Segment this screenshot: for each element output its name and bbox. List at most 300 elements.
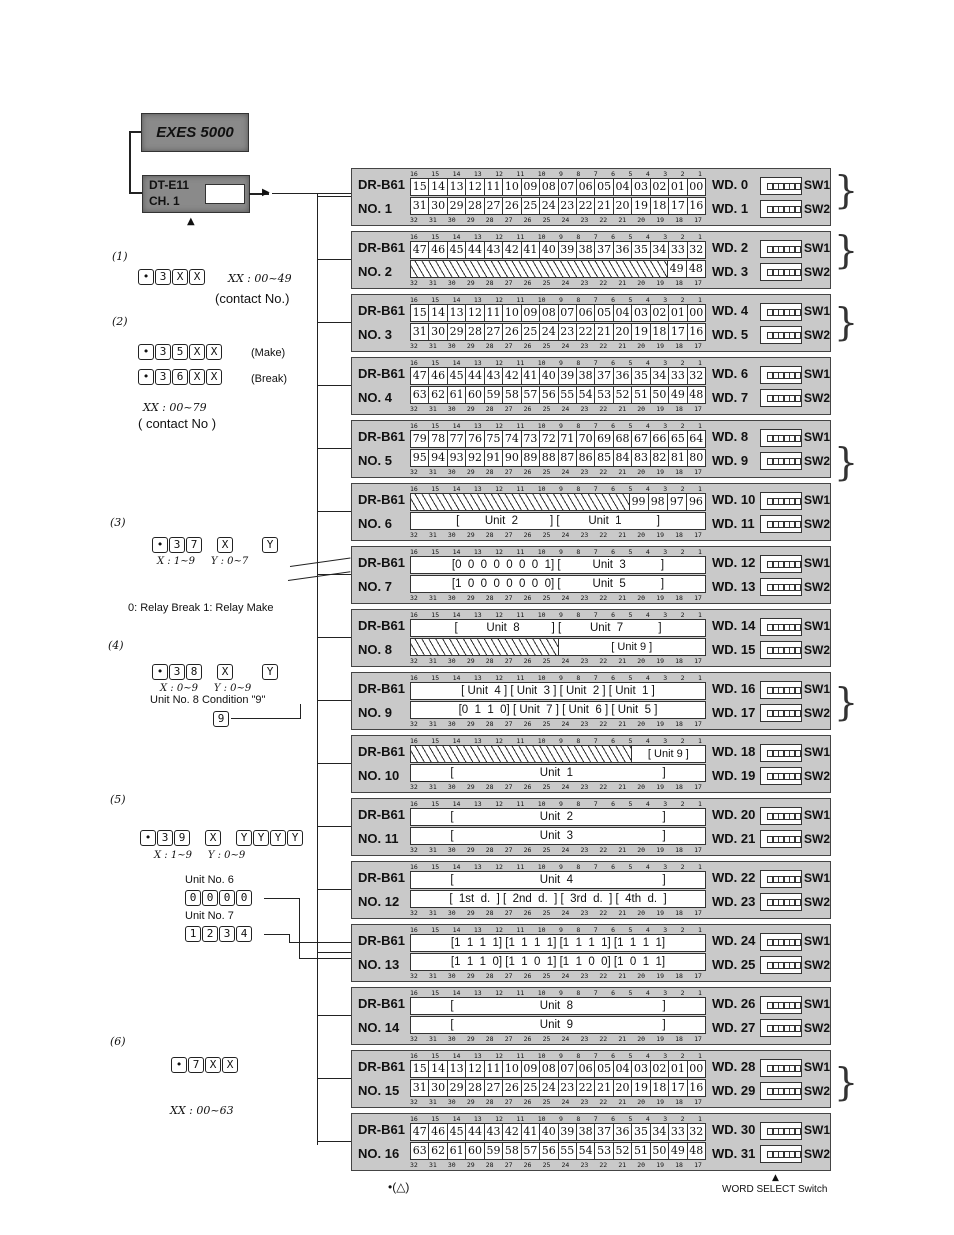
sw2-label: SW2 bbox=[804, 832, 831, 846]
bit-label: 20 bbox=[637, 657, 646, 665]
bit-label: 1 bbox=[697, 674, 702, 682]
bit-label: 17 bbox=[694, 846, 702, 854]
word-label: WD. 7 bbox=[712, 390, 749, 405]
sw1-label: SW1 bbox=[804, 619, 831, 633]
bit-label: 28 bbox=[485, 657, 494, 665]
bit-label: 27 bbox=[504, 279, 513, 287]
key: 3 bbox=[157, 830, 173, 846]
upper-word-row bbox=[410, 556, 706, 574]
bit-label: 22 bbox=[599, 783, 608, 791]
contact-cell: 86 bbox=[577, 450, 595, 466]
bit-label: 32 bbox=[410, 783, 418, 791]
bit-label: 22 bbox=[599, 720, 608, 728]
bit-label: 16 bbox=[410, 170, 418, 178]
contact-cell: 34 bbox=[651, 1124, 669, 1140]
switch-bit bbox=[795, 435, 801, 442]
top-bit-ruler bbox=[410, 233, 702, 241]
bit-label: 9 bbox=[558, 548, 563, 556]
key: 9 bbox=[174, 830, 190, 846]
bit-label: 21 bbox=[618, 909, 627, 917]
contact-cell: 79 bbox=[411, 431, 429, 447]
bit-label: 8 bbox=[576, 485, 581, 493]
contact-cell: 43 bbox=[485, 242, 503, 258]
word-label: WD. 31 bbox=[712, 1146, 756, 1161]
bit-label: 21 bbox=[618, 216, 627, 224]
bit-label: 27 bbox=[504, 720, 513, 728]
bit-label: 25 bbox=[542, 468, 551, 476]
contact-cell: 14 bbox=[429, 1061, 447, 1077]
dr-b61-block bbox=[351, 357, 831, 415]
switch-bit bbox=[795, 1002, 801, 1009]
contact-cell: 42 bbox=[503, 242, 521, 258]
bit-label: 24 bbox=[561, 279, 570, 287]
bit-label: 18 bbox=[675, 972, 683, 980]
section-1-number: (1) bbox=[112, 250, 128, 263]
bit-label: 30 bbox=[447, 783, 456, 791]
word-select-switch-icon bbox=[760, 893, 802, 911]
bit-label: 29 bbox=[466, 909, 475, 917]
bit-label: 27 bbox=[504, 909, 513, 917]
word-label: WD. 23 bbox=[712, 894, 756, 909]
lower-word-row bbox=[410, 512, 706, 530]
upper-word-row bbox=[410, 808, 706, 826]
word-label: WD. 12 bbox=[712, 555, 756, 570]
bit-label: 13 bbox=[473, 485, 482, 493]
connector-line bbox=[317, 1141, 351, 1142]
contact-cell: 25 bbox=[522, 324, 540, 340]
bit-label: 14 bbox=[452, 548, 461, 556]
contact-cell: 71 bbox=[559, 431, 577, 447]
bit-label: 20 bbox=[637, 1098, 646, 1106]
contact-cell: 31 bbox=[411, 198, 429, 214]
bit-label: 14 bbox=[452, 1052, 461, 1060]
section-2-range: XX : 00~79 bbox=[143, 401, 207, 414]
switch-bit bbox=[795, 773, 801, 780]
dr-label: DR-B61 bbox=[358, 303, 405, 318]
key: X bbox=[172, 269, 188, 285]
contact-cell: 66 bbox=[651, 431, 669, 447]
contact-cell: 46 bbox=[429, 242, 447, 258]
connector-line bbox=[272, 193, 351, 194]
contact-cell: 17 bbox=[669, 198, 687, 214]
contact-cell: 26 bbox=[503, 198, 521, 214]
bit-label: 29 bbox=[466, 216, 475, 224]
bit-label: 15 bbox=[431, 296, 440, 304]
contact-cell: 74 bbox=[503, 431, 521, 447]
contact-cell: 20 bbox=[614, 198, 632, 214]
contact-cell: 43 bbox=[485, 1124, 503, 1140]
word-select-switch-icon bbox=[760, 618, 802, 636]
bottom-bit-ruler bbox=[410, 279, 702, 287]
bit-label: 11 bbox=[516, 422, 525, 430]
dte-unit-box bbox=[142, 175, 250, 213]
contact-cell: 05 bbox=[595, 179, 613, 195]
bit-label: 22 bbox=[599, 405, 608, 413]
contact-cell: 32 bbox=[689, 1125, 704, 1138]
digit: 0 bbox=[236, 890, 252, 906]
contact-cell: 49 bbox=[669, 1143, 687, 1159]
contact-cell: 55 bbox=[559, 1143, 577, 1159]
bottom-bit-ruler bbox=[410, 342, 702, 350]
digit: 0 bbox=[202, 890, 218, 906]
bit-label: 1 bbox=[697, 989, 702, 997]
module-number: NO. 6 bbox=[358, 516, 392, 531]
contact-cell: 46 bbox=[429, 1124, 447, 1140]
bit-label: 31 bbox=[428, 531, 437, 539]
top-bit-ruler bbox=[410, 359, 702, 367]
key: 7 bbox=[188, 1057, 204, 1073]
sw2-label: SW2 bbox=[804, 958, 831, 972]
contact-cell: 45 bbox=[448, 368, 466, 384]
bit-label: 28 bbox=[485, 342, 494, 350]
bit-label: 5 bbox=[628, 233, 633, 241]
bit-label: 23 bbox=[580, 531, 589, 539]
dip-switch-icon bbox=[205, 184, 245, 204]
bit-label: 16 bbox=[410, 422, 418, 430]
bit-label: 9 bbox=[558, 800, 563, 808]
dr-b61-block bbox=[351, 861, 831, 919]
bit-label: 27 bbox=[504, 342, 513, 350]
sw1-label: SW1 bbox=[804, 304, 831, 318]
bit-label: 2 bbox=[680, 800, 685, 808]
top-bit-ruler bbox=[410, 737, 702, 745]
word-label: WD. 9 bbox=[712, 453, 749, 468]
bit-label: 24 bbox=[561, 720, 570, 728]
upper-word-row bbox=[410, 619, 706, 637]
word-select-switch-icon bbox=[760, 492, 802, 510]
upper-word-row bbox=[410, 493, 706, 511]
bit-label: 4 bbox=[645, 485, 650, 493]
top-bit-ruler bbox=[410, 926, 702, 934]
bit-label: 29 bbox=[466, 1035, 475, 1043]
bottom-bit-ruler bbox=[410, 657, 702, 665]
contact-cell: 07 bbox=[559, 179, 577, 195]
bit-label: 32 bbox=[410, 720, 418, 728]
arrow-line bbox=[264, 898, 299, 899]
bit-label: 17 bbox=[694, 405, 702, 413]
contact-cell: 42 bbox=[503, 368, 521, 384]
switch-bit bbox=[795, 876, 801, 883]
bit-label: 4 bbox=[645, 989, 650, 997]
bit-label: 31 bbox=[428, 468, 437, 476]
contact-cell: 31 bbox=[411, 324, 429, 340]
contact-cell: 24 bbox=[540, 1080, 558, 1096]
module-number: NO. 13 bbox=[358, 957, 400, 972]
bit-label: 6 bbox=[611, 1052, 616, 1060]
bit-label: 9 bbox=[558, 1052, 563, 1060]
sw2-label: SW2 bbox=[804, 265, 831, 279]
word-select-switch-icon bbox=[760, 555, 802, 573]
contact-cell: 76 bbox=[466, 431, 484, 447]
section-4-keys bbox=[152, 664, 279, 680]
bit-label: 8 bbox=[576, 233, 581, 241]
dr-label: DR-B61 bbox=[358, 555, 405, 570]
digit: 2 bbox=[202, 926, 218, 942]
contact-cell: 91 bbox=[485, 450, 503, 466]
sw1-label: SW1 bbox=[804, 556, 831, 570]
bit-label: 19 bbox=[656, 657, 665, 665]
bit-label: 14 bbox=[452, 233, 461, 241]
word-select-switch-icon bbox=[760, 177, 802, 195]
sw1-label: SW1 bbox=[804, 934, 831, 948]
bit-label: 15 bbox=[431, 926, 440, 934]
hatched-unused-area bbox=[411, 639, 559, 655]
key: 3 bbox=[155, 269, 171, 285]
contact-cell: 10 bbox=[503, 179, 521, 195]
contact-cell: 04 bbox=[614, 305, 632, 321]
contact-cell: 38 bbox=[577, 242, 595, 258]
bit-label: 31 bbox=[428, 909, 437, 917]
make-label: (Make) bbox=[251, 347, 286, 359]
bit-label: 21 bbox=[618, 1035, 627, 1043]
bit-label: 30 bbox=[447, 909, 456, 917]
word-label: WD. 26 bbox=[712, 996, 756, 1011]
bit-label: 5 bbox=[628, 422, 633, 430]
bit-label: 21 bbox=[618, 783, 627, 791]
key: • bbox=[152, 537, 168, 553]
contact-cell: 51 bbox=[632, 1143, 650, 1159]
dr-b61-block bbox=[351, 609, 831, 667]
contact-cell: 42 bbox=[503, 1124, 521, 1140]
contact-cell: 46 bbox=[429, 368, 447, 384]
contact-cell: 65 bbox=[669, 431, 687, 447]
lower-word-row bbox=[410, 701, 706, 719]
bit-label: 17 bbox=[694, 468, 702, 476]
bit-label: 27 bbox=[504, 594, 513, 602]
bit-label: 30 bbox=[447, 468, 456, 476]
sw2-label: SW2 bbox=[804, 643, 831, 657]
bit-label: 22 bbox=[599, 594, 608, 602]
value-display: 9 bbox=[213, 711, 229, 727]
digit: 4 bbox=[236, 926, 252, 942]
channel-label: CH. 1 bbox=[149, 194, 180, 208]
upper-word-row bbox=[410, 745, 706, 763]
bit-label: 17 bbox=[694, 972, 702, 980]
contact-cell: 49 bbox=[668, 261, 687, 277]
bit-label: 26 bbox=[523, 531, 532, 539]
bit-label: 8 bbox=[576, 800, 581, 808]
contact-cells bbox=[411, 179, 705, 195]
key-y: Y bbox=[262, 664, 278, 680]
bit-label: 32 bbox=[410, 1098, 418, 1106]
key-y: Y bbox=[270, 830, 286, 846]
bit-label: 4 bbox=[645, 800, 650, 808]
dr-label: DR-B61 bbox=[358, 492, 405, 507]
bit-label: 17 bbox=[694, 1161, 702, 1169]
bottom-bit-ruler bbox=[410, 531, 702, 539]
relay-note: 0: Relay Break 1: Relay Make bbox=[128, 602, 274, 614]
bit-label: 15 bbox=[431, 1115, 440, 1123]
contact-cell: 27 bbox=[485, 1080, 503, 1096]
bit-label: 15 bbox=[431, 737, 440, 745]
contact-cells bbox=[411, 1080, 705, 1096]
bit-label: 4 bbox=[645, 422, 650, 430]
bit-label: 25 bbox=[542, 1161, 551, 1169]
bit-label: 4 bbox=[645, 170, 650, 178]
lower-word-row bbox=[410, 449, 706, 467]
bit-label: 18 bbox=[675, 279, 683, 287]
bit-label: 4 bbox=[645, 611, 650, 619]
unit-field-text: [1 1 1 0] [1 1 0 1] [1 1 0 0] [1 0 1 1] bbox=[450, 956, 666, 968]
contact-cell: 32 bbox=[689, 243, 704, 256]
word-label: WD. 21 bbox=[712, 831, 756, 846]
bit-label: 9 bbox=[558, 485, 563, 493]
brace: } bbox=[834, 440, 859, 484]
section-2-make-keys bbox=[138, 344, 223, 360]
contact-cell: 56 bbox=[540, 1143, 558, 1159]
contact-cell: 39 bbox=[559, 368, 577, 384]
contact-cell: 13 bbox=[448, 179, 466, 195]
bit-label: 14 bbox=[452, 359, 461, 367]
word-label: WD. 1 bbox=[712, 201, 749, 216]
unit-6-display bbox=[185, 890, 253, 906]
bit-label: 13 bbox=[473, 170, 482, 178]
bit-label: 18 bbox=[675, 1098, 683, 1106]
key-y: Y bbox=[236, 830, 252, 846]
bit-label: 6 bbox=[611, 233, 616, 241]
bit-label: 4 bbox=[645, 1115, 650, 1123]
bit-label: 29 bbox=[466, 342, 475, 350]
contact-cell: 29 bbox=[448, 324, 466, 340]
bit-label: 28 bbox=[485, 279, 494, 287]
section-1-keys bbox=[138, 269, 206, 285]
lower-word-row bbox=[410, 1016, 706, 1034]
unit-field: [ Unit 9 ] bbox=[647, 748, 689, 760]
bit-label: 32 bbox=[410, 531, 418, 539]
lower-word-row bbox=[410, 764, 706, 782]
bit-label: 16 bbox=[410, 989, 418, 997]
bottom-bit-ruler bbox=[410, 594, 702, 602]
bit-label: 25 bbox=[542, 531, 551, 539]
bit-label: 18 bbox=[675, 405, 683, 413]
bit-label: 32 bbox=[410, 972, 418, 980]
bit-label: 1 bbox=[697, 611, 702, 619]
contact-cell: 48 bbox=[689, 388, 704, 401]
bit-label: 5 bbox=[628, 296, 633, 304]
contact-cells bbox=[411, 261, 705, 277]
bit-label: 9 bbox=[558, 296, 563, 304]
section-5-number: (5) bbox=[110, 793, 126, 806]
bit-label: 3 bbox=[663, 611, 668, 619]
contact-cell: 23 bbox=[559, 324, 577, 340]
contact-cell: 13 bbox=[448, 305, 466, 321]
bit-label: 19 bbox=[656, 405, 665, 413]
bit-label: 28 bbox=[485, 531, 494, 539]
bit-label: 17 bbox=[694, 783, 702, 791]
bit-label: 2 bbox=[680, 359, 685, 367]
bit-label: 30 bbox=[447, 216, 456, 224]
bit-label: 21 bbox=[618, 531, 627, 539]
bottom-bit-ruler bbox=[410, 1098, 702, 1106]
unit-field-text: [ Unit 9 ] bbox=[450, 1019, 666, 1031]
bit-label: 4 bbox=[645, 548, 650, 556]
word-label: WD. 16 bbox=[712, 681, 756, 696]
word-select-switch-icon bbox=[760, 641, 802, 659]
module-number: NO. 9 bbox=[358, 705, 392, 720]
upper-word-row bbox=[410, 304, 706, 322]
bit-label: 28 bbox=[485, 594, 494, 602]
contact-cell: 48 bbox=[689, 1144, 704, 1157]
bit-label: 28 bbox=[485, 1161, 494, 1169]
bottom-bit-ruler bbox=[410, 909, 702, 917]
bit-label: 12 bbox=[495, 863, 503, 871]
contact-cell: 63 bbox=[411, 387, 429, 403]
word-label: WD. 28 bbox=[712, 1059, 756, 1074]
contact-cell: 35 bbox=[632, 368, 650, 384]
contact-cell: 81 bbox=[669, 450, 687, 466]
contact-cell: 60 bbox=[466, 387, 484, 403]
word-select-switch-icon bbox=[760, 744, 802, 762]
contact-cell: 06 bbox=[577, 1061, 595, 1077]
brace: } bbox=[834, 300, 859, 344]
bit-label: 8 bbox=[576, 1052, 581, 1060]
contact-cell: 33 bbox=[669, 1124, 687, 1140]
bit-label: 2 bbox=[680, 737, 685, 745]
dr-b61-block bbox=[351, 483, 831, 541]
contact-cell: 12 bbox=[466, 1061, 484, 1077]
contact-cell: 29 bbox=[448, 198, 466, 214]
contact-cell: 83 bbox=[632, 450, 650, 466]
bit-label: 10 bbox=[537, 296, 546, 304]
word-select-switch-icon bbox=[760, 366, 802, 384]
bit-label: 2 bbox=[680, 926, 685, 934]
contact-cell: 58 bbox=[503, 1143, 521, 1159]
bit-label: 25 bbox=[542, 342, 551, 350]
contact-cell: 28 bbox=[466, 198, 484, 214]
bit-label: 24 bbox=[561, 909, 570, 917]
contact-cell: 24 bbox=[540, 324, 558, 340]
sw2-label: SW2 bbox=[804, 328, 831, 342]
bit-label: 31 bbox=[428, 846, 437, 854]
contact-cell: 33 bbox=[669, 368, 687, 384]
bit-label: 31 bbox=[428, 1098, 437, 1106]
bit-label: 26 bbox=[523, 594, 532, 602]
bit-label: 30 bbox=[447, 972, 456, 980]
key: X bbox=[189, 269, 205, 285]
module-number: NO. 16 bbox=[358, 1146, 400, 1161]
dr-label: DR-B61 bbox=[358, 744, 405, 759]
switch-bit bbox=[795, 1128, 801, 1135]
bit-label: 30 bbox=[447, 1098, 456, 1106]
bit-label: 20 bbox=[637, 909, 646, 917]
bit-label: 25 bbox=[542, 1035, 551, 1043]
dr-label: DR-B61 bbox=[358, 681, 405, 696]
bit-label: 23 bbox=[580, 720, 589, 728]
word-label: WD. 30 bbox=[712, 1122, 756, 1137]
contact-cell: 17 bbox=[669, 324, 687, 340]
bit-label: 21 bbox=[618, 279, 627, 287]
bit-label: 21 bbox=[618, 342, 627, 350]
bit-label: 11 bbox=[516, 485, 525, 493]
bit-label: 28 bbox=[485, 1035, 494, 1043]
top-bit-ruler bbox=[410, 611, 702, 619]
arrow-line bbox=[300, 704, 301, 719]
bit-label: 16 bbox=[410, 1115, 418, 1123]
bit-label: 18 bbox=[675, 1161, 683, 1169]
word-label: WD. 14 bbox=[712, 618, 756, 633]
bit-label: 20 bbox=[637, 279, 646, 287]
contact-cell: 00 bbox=[689, 1062, 704, 1075]
bit-label: 13 bbox=[473, 359, 482, 367]
contact-cell: 14 bbox=[429, 305, 447, 321]
switch-bit bbox=[795, 458, 801, 465]
section-5-range: X : 1~9 Y : 0~9 bbox=[154, 850, 246, 861]
bit-label: 1 bbox=[697, 422, 702, 430]
contact-cell: 38 bbox=[577, 368, 595, 384]
top-bit-ruler bbox=[410, 548, 702, 556]
unit-field-text: [ Unit 1 ] bbox=[450, 767, 666, 779]
bit-label: 7 bbox=[593, 359, 598, 367]
